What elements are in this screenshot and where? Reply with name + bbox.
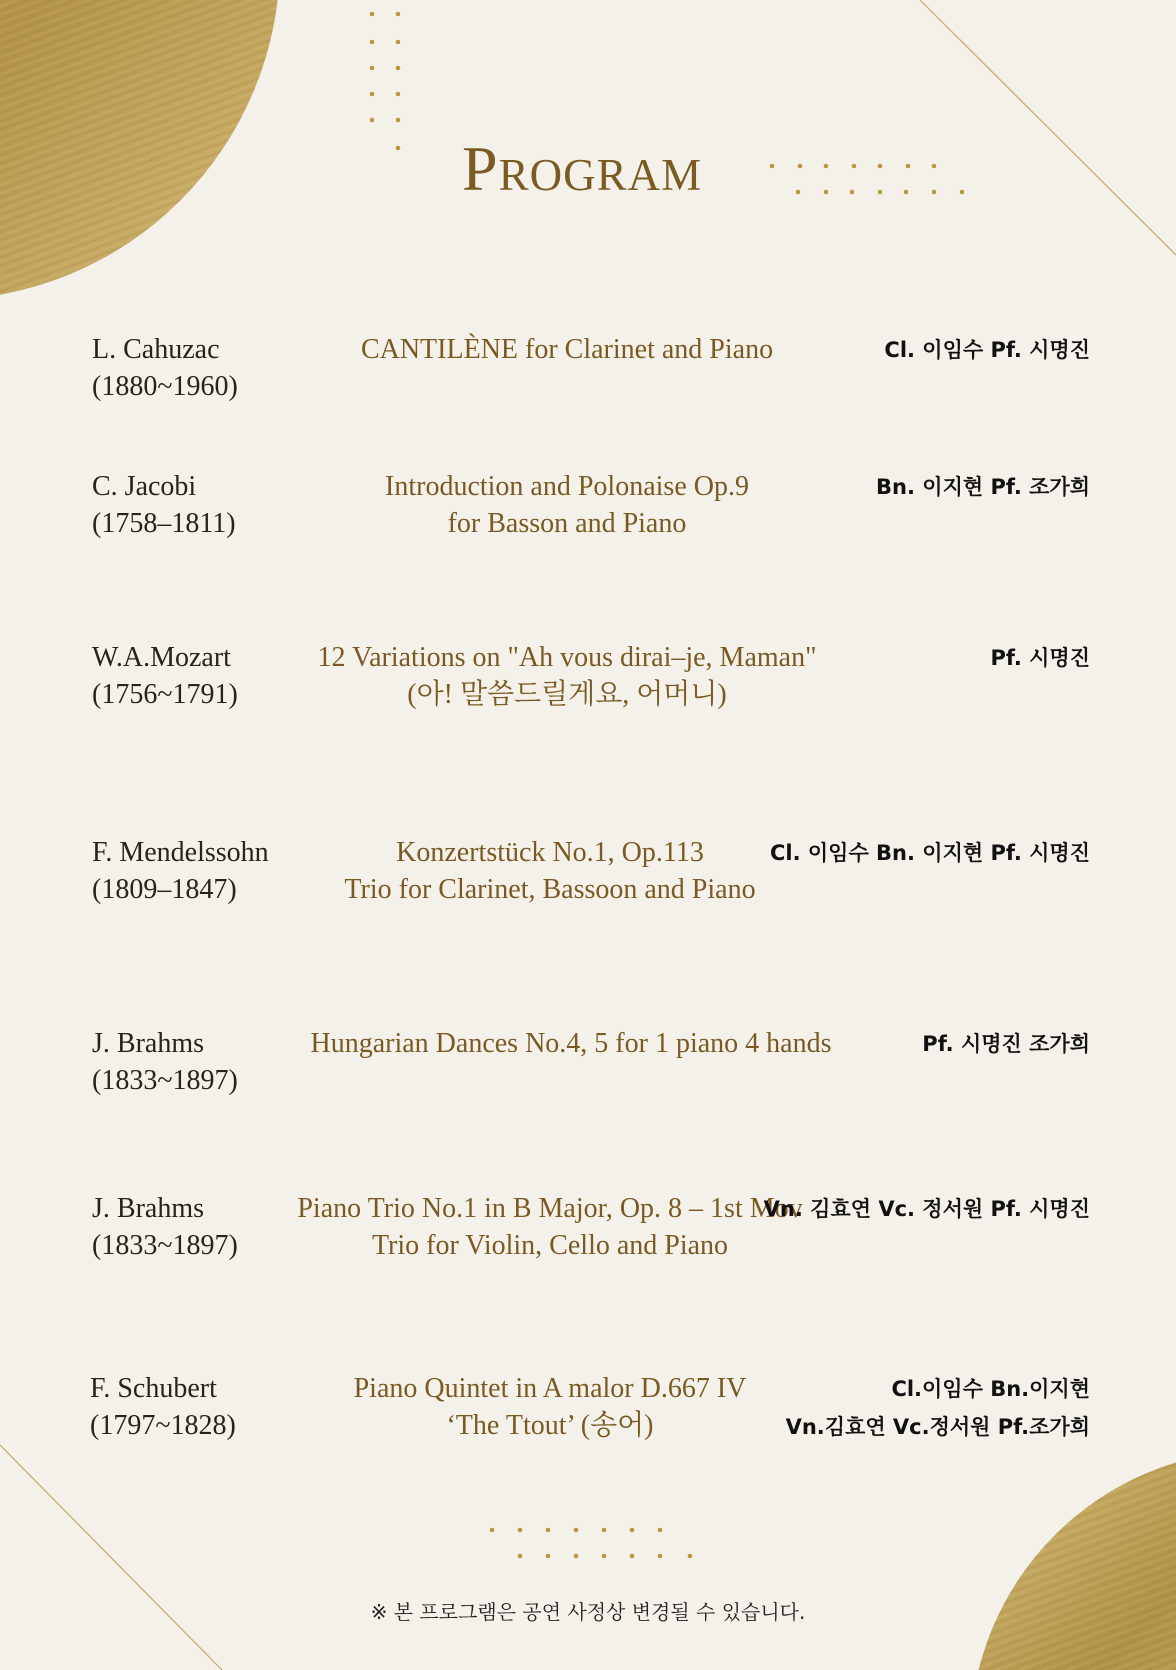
performers — [884, 331, 1090, 369]
performer-line: Vn. 김효연 Vc. 정서원 Pf. 시명진 — [763, 1197, 1090, 1221]
work-title — [266, 331, 868, 368]
performer-line: Bn. 이지현 Pf. 조가희 — [876, 475, 1090, 499]
work-line: Piano Quintet in A malor D.667 IV — [353, 1373, 747, 1404]
work-line: for Basson and Piano — [447, 508, 687, 539]
work-line: Piano Trio No.1 in B Major, Op. 8 – 1st Mov — [297, 1193, 803, 1224]
composer — [92, 468, 236, 542]
composer-name: C. Jacobi — [92, 471, 197, 502]
work-line: Trio for Violin, Cello and Piano — [371, 1230, 729, 1261]
work-line: CANTILÈNE for Clarinet and Piano — [360, 334, 774, 365]
work-title — [248, 1370, 852, 1444]
performer-line: Vn.김효연 Vc.정서원 Pf.조가희 — [785, 1415, 1090, 1439]
performer-line: Pf. 시명진 조가희 — [922, 1032, 1090, 1056]
performers — [770, 834, 1090, 872]
work-line: Konzertstück No.1, Op.113 — [396, 837, 704, 868]
performers — [922, 1025, 1090, 1063]
composer-name: L. Cahuzac — [92, 334, 220, 365]
performers — [786, 1370, 1090, 1446]
work-title — [266, 1025, 876, 1062]
work-line: (아! 말씀드릴게요, 어머니) — [407, 679, 727, 710]
gold-circle-bottom-right — [970, 1450, 1176, 1670]
work-title — [248, 1190, 852, 1264]
performer-line: Cl. 이임수 Bn. 이지현 Pf. 시명진 — [769, 841, 1090, 865]
composer — [92, 1025, 238, 1099]
composer — [92, 639, 238, 713]
work-line: Hungarian Dances No.4, 5 for 1 piano 4 hands — [310, 1028, 832, 1059]
composer — [92, 331, 238, 405]
gold-circle-top-left — [0, 0, 280, 300]
work-title — [248, 834, 852, 908]
composer-years: (1833~1897) — [92, 1230, 238, 1261]
composer-name: J. Brahms — [92, 1193, 204, 1224]
footnote: ※ 본 프로그램은 공연 사정상 변경될 수 있습니다. — [370, 1600, 806, 1624]
composer-years: (1797~1828) — [90, 1410, 236, 1441]
work-line: Introduction and Polonaise Op.9 — [385, 471, 749, 502]
dot-row-title — [770, 164, 965, 195]
performer-line: Cl.이임수 Bn.이지현 — [891, 1377, 1090, 1401]
composer — [92, 1190, 238, 1264]
composer-years: (1756~1791) — [92, 679, 238, 710]
work-line: Trio for Clarinet, Bassoon and Piano — [344, 874, 756, 905]
performers — [990, 639, 1090, 677]
composer-name: W.A.Mozart — [92, 642, 231, 673]
performers — [764, 1190, 1090, 1228]
composer-years: (1880~1960) — [92, 371, 238, 402]
composer-name: J. Brahms — [92, 1028, 204, 1059]
performer-line: Pf. 시명진 — [990, 646, 1090, 670]
diagonal-line-top-right — [920, 0, 1176, 255]
composer-years: (1809–1847) — [92, 874, 237, 905]
performers — [876, 468, 1090, 506]
diagonal-line-bottom-left — [0, 1445, 222, 1670]
composer — [90, 1370, 236, 1444]
composer — [92, 834, 269, 908]
work-title — [266, 639, 868, 713]
work-line: ‘The Ttout’ (송어) — [446, 1410, 654, 1441]
performer-line: Cl. 이임수 Pf. 시명진 — [884, 338, 1090, 362]
work-title — [266, 468, 868, 542]
dot-row-bottom — [490, 1528, 693, 1559]
dot-column-top — [370, 12, 401, 151]
composer-name: F. Schubert — [90, 1373, 217, 1404]
page-title: Program — [462, 133, 703, 204]
work-line: 12 Variations on "Ah vous dirai–je, Maman" — [317, 642, 817, 673]
composer-years: (1833~1897) — [92, 1065, 238, 1096]
composer-name: F. Mendelssohn — [92, 837, 269, 868]
composer-years: (1758–1811) — [92, 508, 236, 539]
